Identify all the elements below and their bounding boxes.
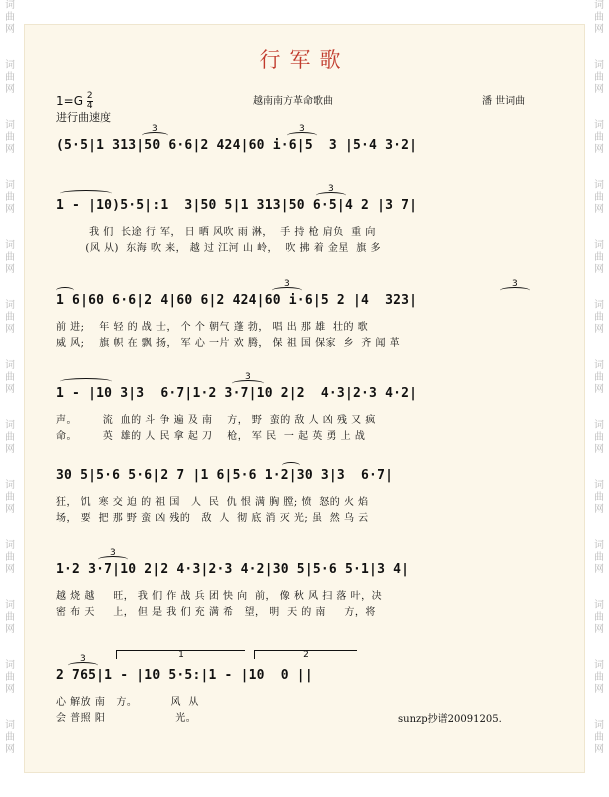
time-numerator: 2 — [86, 91, 93, 101]
tie — [60, 190, 112, 197]
watermark-text: 词 曲 网 — [5, 120, 15, 155]
lyric-verse-2: 会 普照 阳 光。 — [56, 713, 197, 724]
watermark-text: 词 曲 网 — [594, 660, 604, 695]
watermark-text: 词 曲 网 — [594, 480, 604, 515]
triplet-number: 3 — [152, 124, 158, 134]
lyric-verse-2: 威 风; 旗 帜 在 飘 扬， 军 心 一片 欢 腾， 保 祖 国 保家 乡 齐 闻 革 — [56, 338, 401, 349]
watermark-right — [592, 0, 606, 780]
watermark-text: 词 曲 网 — [5, 480, 15, 515]
watermark-text: 词 曲 网 — [5, 0, 15, 35]
watermark-text: 词 曲 网 — [594, 180, 604, 215]
watermark-text: 词 曲 网 — [5, 420, 15, 455]
watermark-text: 词 曲 网 — [594, 240, 604, 275]
lyric-verse-1: 狂， 饥 寒 交 迫 的 祖 国 人 民 仇 恨 满 胸 膛; 愤 怒的 火 焰 — [56, 497, 369, 508]
watermark-text: 词 曲 网 — [594, 540, 604, 575]
slur — [56, 287, 74, 294]
watermark-text: 词 曲 网 — [5, 660, 15, 695]
watermark-text: 词 曲 网 — [5, 180, 15, 215]
watermark-text: 词 曲 网 — [594, 120, 604, 155]
notation-line: 1 - |10)5·5|:1 3|50 5|1 313|50 6·5|4 2 |3 7| — [56, 198, 418, 213]
lyric-verse-2: 密 布 天 上， 但 是 我 们 充 满 希 望， 明 天 的 南 方，将 — [56, 607, 376, 618]
watermark-text: 词 曲 网 — [5, 240, 15, 275]
triplet-number: 3 — [110, 548, 116, 558]
triplet-number: 3 — [80, 654, 86, 664]
song-title: 行军歌 — [259, 48, 350, 72]
lyric-verse-1: 前 进; 年 轻 的 战 士， 个 个 朝气 蓬 勃， 唱 出 那 雄 壮的 歌 — [56, 322, 369, 333]
lyric-verse-2: 命。 英 雄的 人 民 拿 起 刀 枪， 军 民 一 起 英 勇 上 战 — [56, 431, 366, 442]
lyricist-composer: 潘 世词曲 — [482, 96, 526, 107]
song-subtitle: 越南南方革命歌曲 — [253, 96, 333, 107]
watermark-text: 词 曲 网 — [594, 0, 604, 35]
slur — [282, 462, 300, 469]
transcriber-note: sunzp抄谱20091205. — [398, 714, 502, 725]
lyric-verse-1: 心 解放 南 方。 风 从 — [56, 697, 199, 708]
triplet-number: 3 — [245, 372, 251, 382]
watermark-text: 词 曲 网 — [5, 540, 15, 575]
watermark-left — [3, 0, 17, 780]
watermark-text: 词 曲 网 — [594, 360, 604, 395]
notation-line: 30 5|5·6 5·6|2 7 |1 6|5·6 1·2|30 3|3 6·7| — [56, 468, 394, 483]
watermark-text: 词 曲 网 — [5, 300, 15, 335]
first-ending-bracket: 1 — [116, 650, 245, 659]
watermark-text: 词 曲 网 — [5, 720, 15, 755]
watermark-text: 词 曲 网 — [594, 300, 604, 335]
lyric-verse-1: 越 烧 越 旺， 我 们 作 战 兵 团 快 向 前， 像 秋 风 扫 落 叶，决 — [56, 591, 383, 602]
watermark-text: 词 曲 网 — [594, 60, 604, 95]
watermark-text: 词 曲 网 — [594, 720, 604, 755]
watermark-text: 词 曲 网 — [5, 600, 15, 635]
second-ending-bracket: 2 — [254, 650, 357, 659]
triplet-number: 3 — [299, 124, 305, 134]
triplet-number: 3 — [284, 279, 290, 289]
triplet-number: 3 — [328, 184, 334, 194]
key-label: 1=G — [56, 94, 83, 108]
tie — [60, 378, 112, 385]
notation-line: 1·2 3·7|10 2|2 4·3|2·3 4·2|30 5|5·6 5·1|3 4| — [56, 562, 410, 577]
time-denominator: 4 — [86, 101, 93, 111]
lyric-verse-1: 我 们 长途 行 军， 日 晒 风吹 雨 淋， 手 持 枪 肩负 重 向 — [56, 227, 376, 238]
watermark-text: 词 曲 网 — [594, 420, 604, 455]
watermark-text: 词 曲 网 — [5, 60, 15, 95]
notation-line: (5·5|1 313|50 6·6|2 424|60 i·6|5 3 |5·4 3·2| — [56, 138, 418, 153]
tempo-marking: 进行曲速度 — [56, 111, 111, 124]
lyric-verse-1: 声。 流 血的 斗 争 遍 及 南 方， 野 蛮的 敌 人 凶 残 又 疯 — [56, 415, 376, 426]
notation-line: 1 6|60 6·6|2 4|60 6|2 424|60 i·6|5 2 |4 323| — [56, 293, 418, 308]
lyric-verse-2: 场， 要 把 那 野 蛮 凶 残的 敌 人 彻 底 消 灭 光; 虽 然 乌 云 — [56, 513, 369, 524]
notation-line: 2 765|1 - |10 5·5:|1 - |10 0 || — [56, 668, 313, 683]
watermark-text: 词 曲 网 — [594, 600, 604, 635]
triplet-number: 3 — [512, 279, 518, 289]
notation-line: 1 - |10 3|3 6·7|1·2 3·7|10 2|2 4·3|2·3 4·2| — [56, 386, 418, 401]
lyric-verse-2: (风 从) 东海 吹 来， 越 过 江河 山 岭， 吹 拂 着 金星 旗 多 — [56, 243, 381, 254]
watermark-text: 词 曲 网 — [5, 360, 15, 395]
